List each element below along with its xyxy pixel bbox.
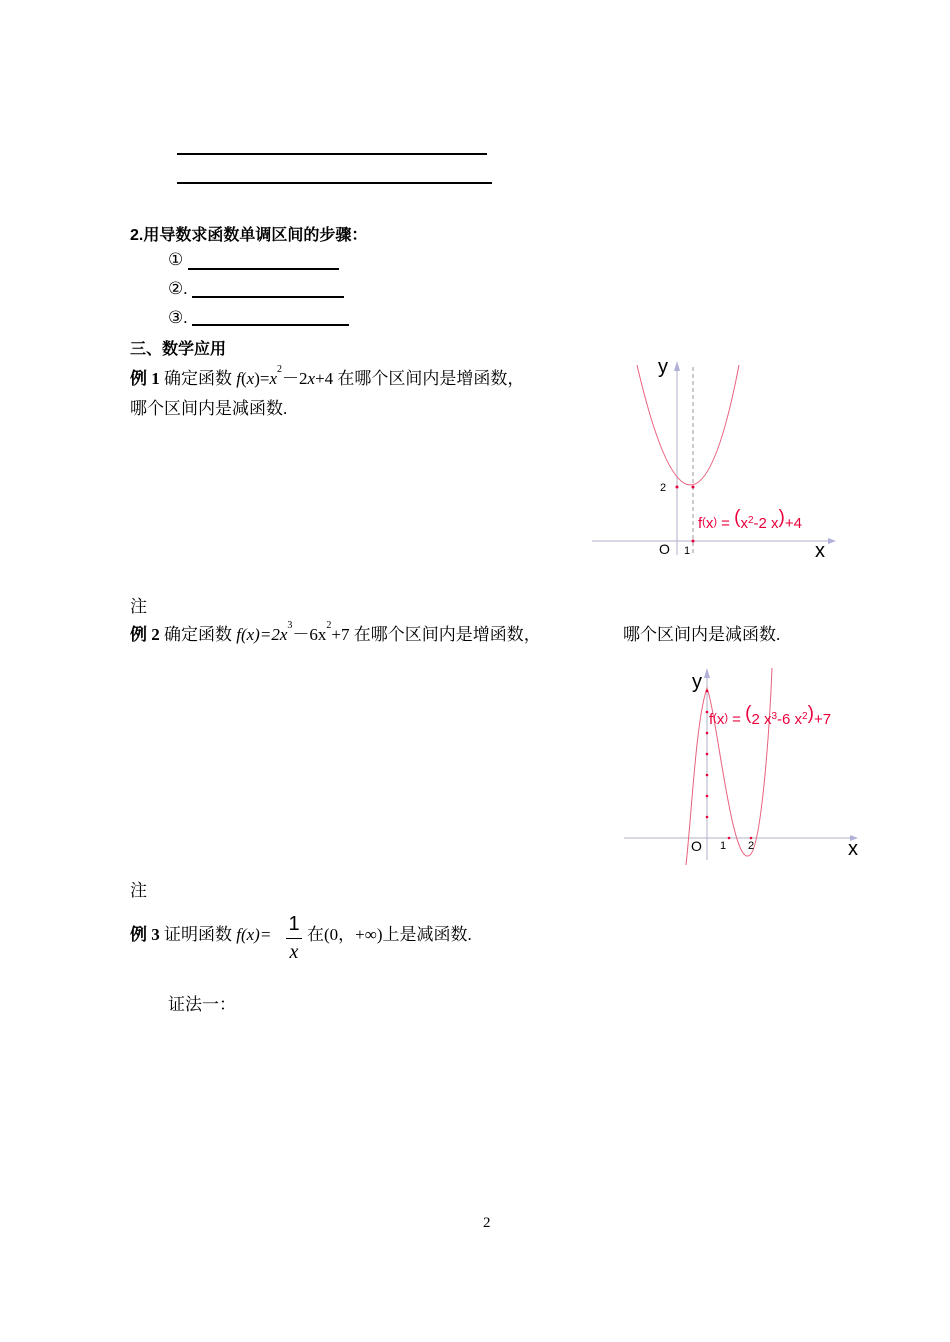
- example1-tail: +4 在哪个区间内是增函数，: [315, 369, 525, 388]
- graph1-plus4: +4: [784, 515, 802, 532]
- graph2-y-label: y: [692, 671, 702, 693]
- example3-label: 例 3: [130, 925, 160, 944]
- graph2-minus6x: -6 x: [777, 711, 803, 728]
- example2-mid: －6x: [292, 625, 327, 644]
- graph1-y-label: y: [658, 356, 668, 378]
- graph1-tick-x: 1: [684, 545, 691, 557]
- graph1-formula: [698, 507, 802, 532]
- graph2-tick-1: 1: [720, 840, 727, 852]
- example1-eq: =: [259, 369, 270, 388]
- section3-heading: 三、数学应用: [130, 341, 227, 358]
- step-3: [168, 308, 188, 328]
- example1-mid: －2: [282, 369, 308, 388]
- graph2-plus7: +7: [813, 711, 832, 728]
- example2-exp2: 2: [326, 620, 332, 632]
- example2-label: 例 2: [130, 625, 160, 644]
- graph1-curve: [637, 365, 739, 485]
- graph2-2x: 2 x: [751, 711, 772, 728]
- graph1-paren3: (: [734, 507, 741, 528]
- graph2-tick-2: 2: [748, 840, 755, 852]
- graph1-minus2x: -2 x: [753, 515, 779, 532]
- graph2-f: f: [709, 711, 714, 728]
- graph2-curve: [686, 668, 772, 865]
- graph2-x1-dot: [728, 837, 731, 840]
- graph2-paren3: (: [745, 703, 752, 724]
- blank-line-2: [177, 182, 492, 184]
- graph1-origin: O: [659, 541, 670, 557]
- step-1-line: [188, 268, 339, 270]
- graph1-paren4: ): [778, 507, 785, 528]
- graph1-x-arrow: [828, 538, 836, 544]
- blank-line-1: [177, 153, 487, 155]
- example1-x2: x: [269, 369, 278, 388]
- step-2: [168, 279, 188, 299]
- example3-denominator: x: [289, 941, 299, 963]
- example1-exp2: 2: [277, 364, 283, 376]
- step-2-marker: ②.: [168, 279, 188, 298]
- note1: 注: [130, 597, 147, 616]
- example1-text-a: 确定函数: [164, 369, 232, 388]
- example1-label: 例 1: [130, 369, 160, 388]
- example1-graph: [590, 355, 840, 565]
- graph2-sup2: 2: [802, 711, 808, 722]
- example1-func-x: x: [246, 369, 255, 388]
- graph1-paren2: ): [713, 516, 718, 528]
- example2-graph: [622, 660, 867, 870]
- step-3-marker: ③.: [168, 308, 188, 327]
- example3-proof: 证法一：: [168, 995, 236, 1014]
- graph2-origin: O: [691, 838, 702, 854]
- step-2-line: [192, 296, 344, 298]
- graph2-y-arrow: [704, 668, 710, 678]
- example1-line2: 哪个区间内是减函数.: [130, 399, 288, 418]
- step-3-line: [192, 324, 349, 326]
- graph1-x2: x: [740, 515, 748, 532]
- graph2-sup3: 3: [771, 711, 778, 722]
- graph2-paren1: (: [713, 712, 717, 724]
- example2-func: f(x)=2x: [236, 625, 288, 644]
- example2-text-a: 确定函数: [164, 625, 232, 644]
- example3-func: f(x)=: [236, 925, 272, 944]
- graph1-x-label: x: [815, 540, 825, 562]
- graph1-sup2: 2: [747, 515, 754, 526]
- example1-func-f: f: [236, 369, 241, 388]
- graph1-f: f: [698, 515, 703, 532]
- example2-text: [130, 620, 541, 645]
- graph1-paren1: (: [702, 516, 706, 528]
- example3-numerator: 1: [288, 913, 300, 935]
- section2-heading: 2.用导数求函数单调区间的步骤：: [130, 227, 368, 244]
- example3-fraction: [284, 912, 304, 965]
- graph1-x1-dot: [692, 540, 695, 543]
- graph2-eq: =: [728, 711, 746, 728]
- graph2-x: x: [716, 711, 725, 728]
- graph1-y2-dot: [676, 486, 679, 489]
- example2-tail: +7 在哪个区间内是增函数，: [331, 625, 541, 644]
- example2-tail2: 哪个区间内是减函数.: [623, 625, 781, 644]
- graph1-eq: =: [717, 515, 735, 532]
- graph2-paren2: ): [724, 712, 729, 724]
- example1-x: x: [307, 369, 316, 388]
- graph1-y-arrow: [674, 361, 680, 371]
- graph1-vertex-dot: [692, 486, 695, 489]
- step-1: [168, 250, 183, 270]
- note2: 注: [130, 881, 147, 900]
- graph2-x-label: x: [848, 838, 858, 860]
- graph2-x2-dot: [750, 837, 753, 840]
- example3-text: [130, 920, 271, 945]
- example2-exp3: 3: [287, 620, 293, 632]
- page-number: 2: [483, 1215, 491, 1231]
- graph1-tick-y: 2: [660, 482, 667, 494]
- step-1-marker: ①: [168, 250, 184, 269]
- graph1-x: x: [705, 515, 714, 532]
- example1-text: 例 1 确定函数 $f(x)=x^2-2x+4$ 在哪个区间内是增函数，: [130, 364, 525, 388]
- example3-tail: 在(0，+∞)上是减函数.: [307, 925, 472, 944]
- example3-text-a: 证明函数: [164, 925, 232, 944]
- graph2-paren4: ): [807, 703, 814, 724]
